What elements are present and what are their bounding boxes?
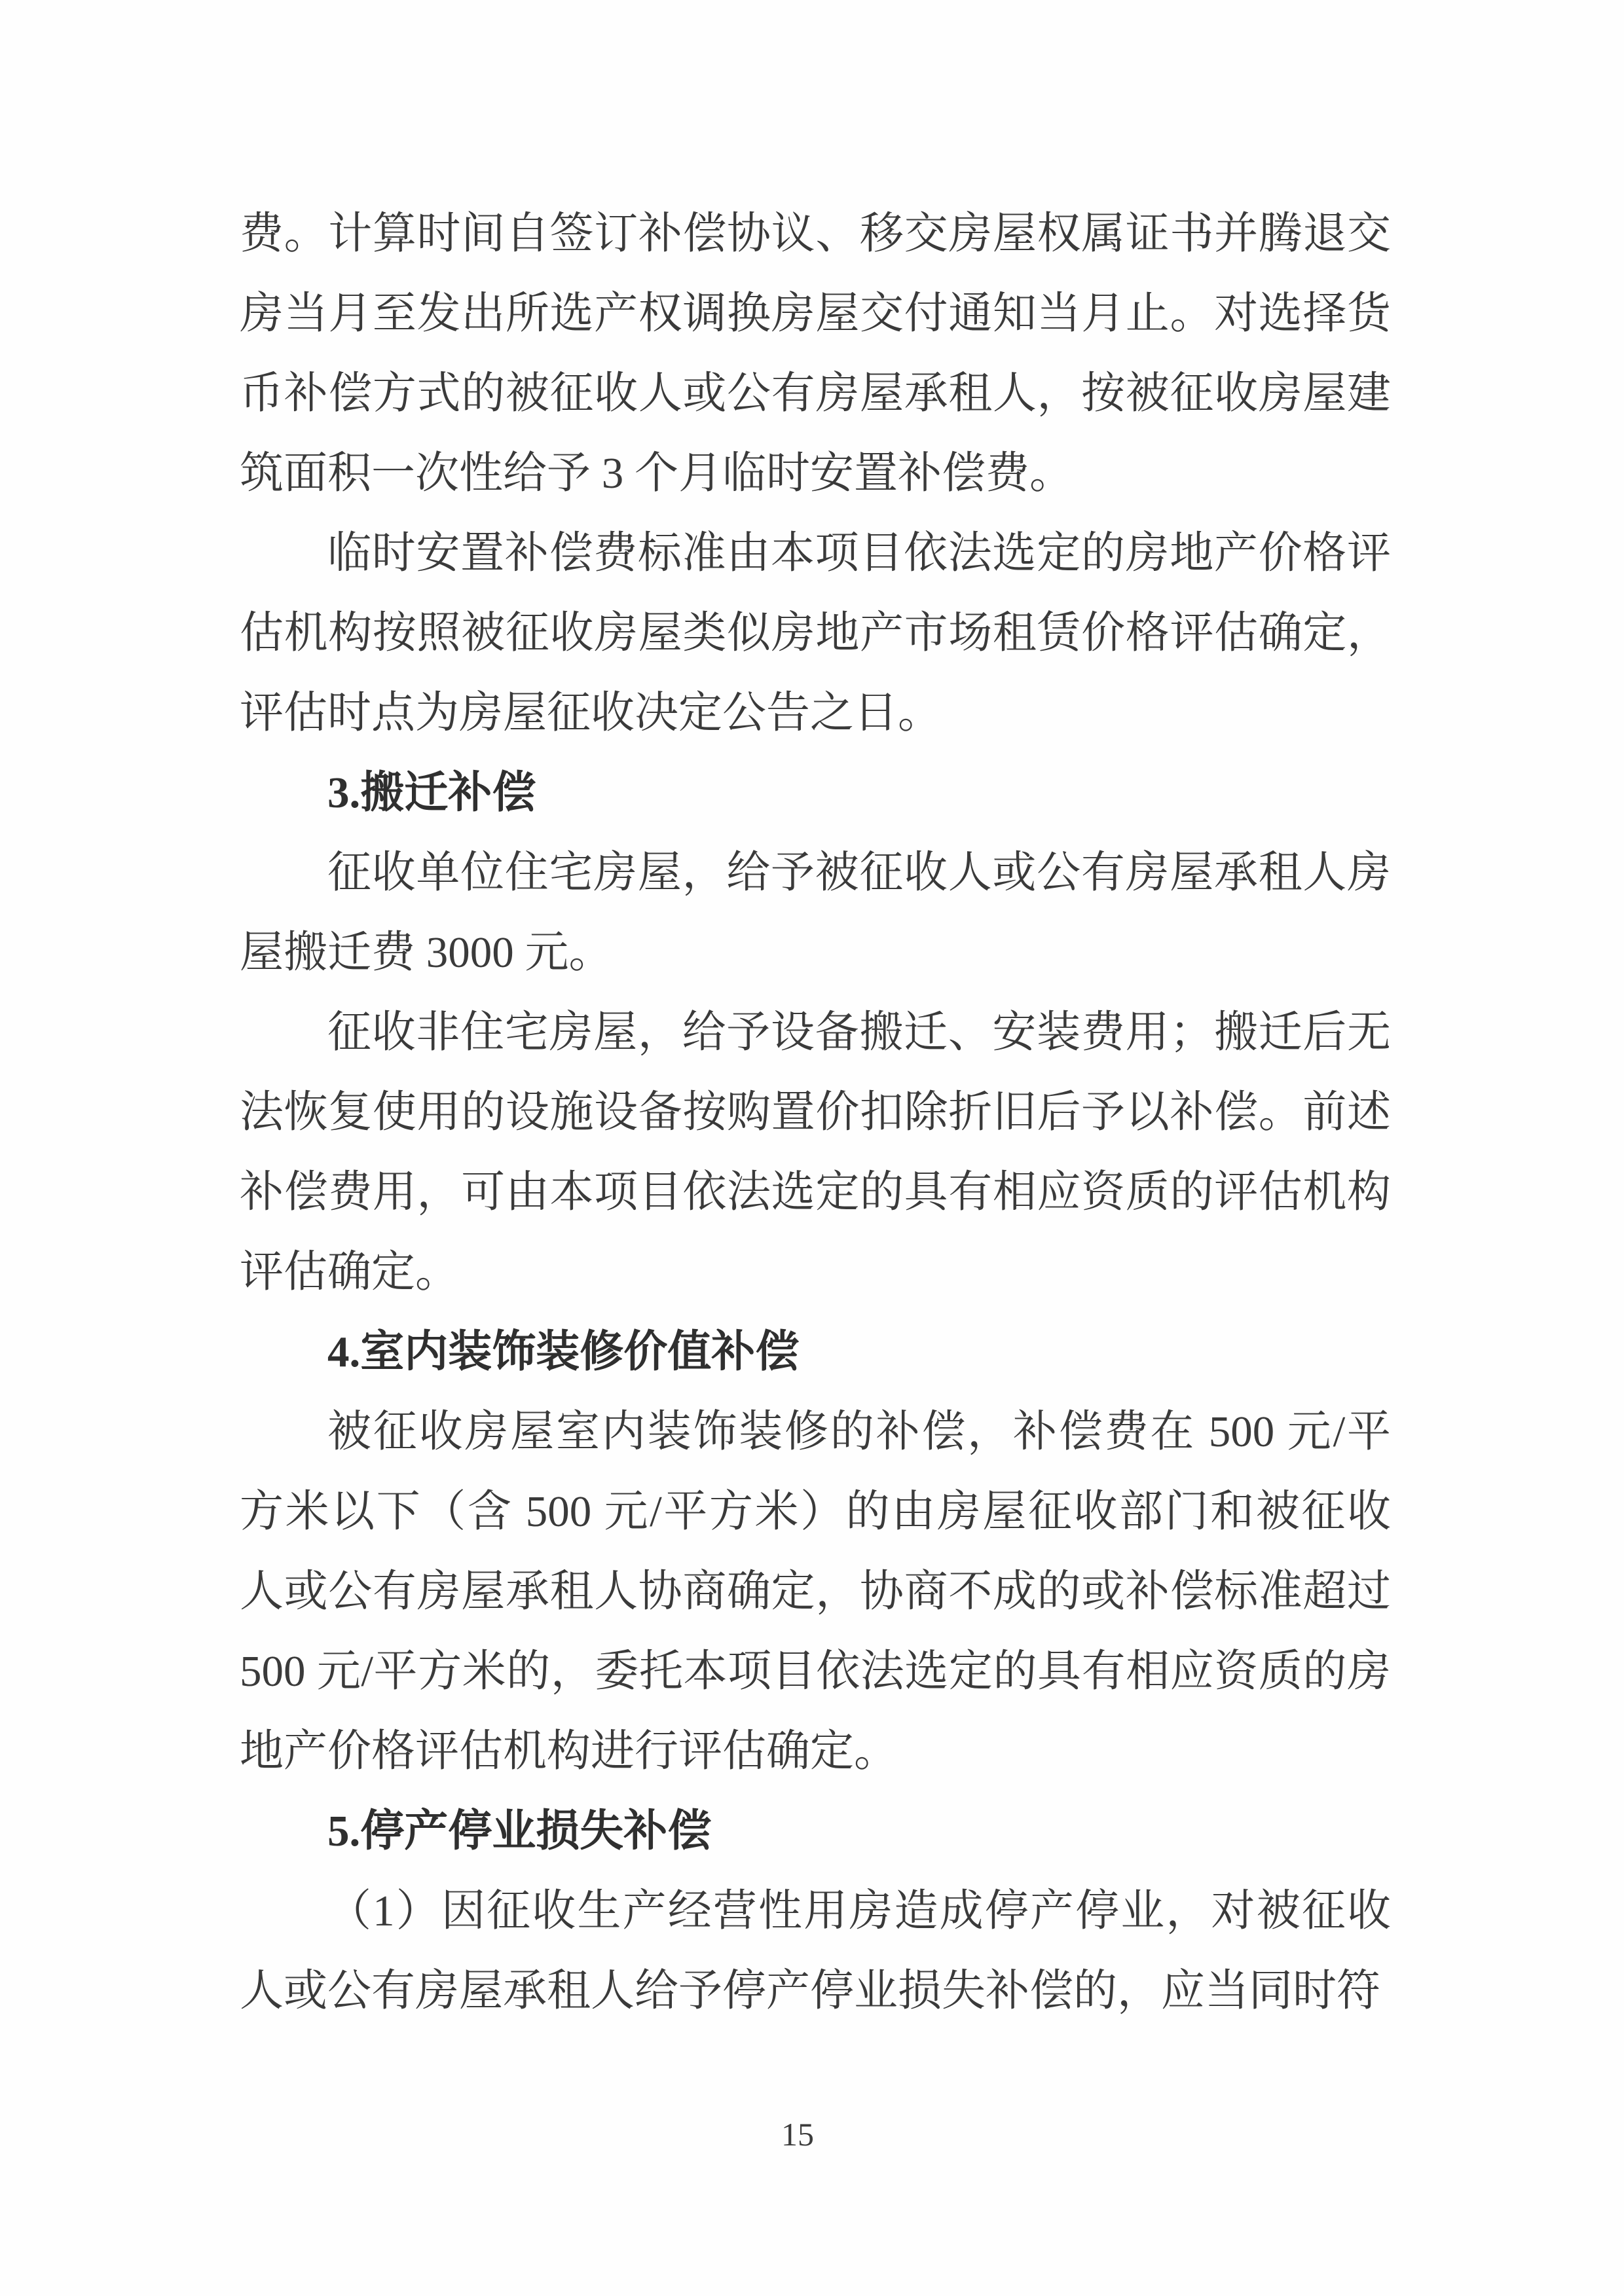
document-body — [240, 194, 1391, 2031]
paragraph-non-residential-relocation-fee: 征收非住宅房屋，给予设备搬迁、安装费用；搬迁后无法恢复使用的设施设备按购置价扣除折旧后予以补偿。前述补偿费用，可由本项目依法选定的具有相应资质的评估机构评估确定。 — [240, 1008, 1391, 1296]
paragraph-interior-decoration-compensation-detail: 被征收房屋室内装饰装修的补偿，补偿费在 500 元/平方米以下（含 500 元/平方米）的由房屋征收部门和被征收人或公有房屋承租人协商确定，协商不成的或补偿标准超过 500 元/平方米的，委托本项目依法选定的具有相应资质的房地产价格评估机构进行评估确定。 — [240, 1408, 1391, 1776]
page-number: 15 — [781, 2116, 814, 2153]
paragraph-temporary-resettlement-fee-continuation: 费。计算时间自签订补偿协议、移交房屋权属证书并腾退交房当月至发出所选产权调换房屋交付通知当月止。对选择货币补偿方式的被征收人或公有房屋承租人，按被征收房屋建筑面积一次性给予 3 个月临时安置补偿费。 — [240, 210, 1391, 498]
paragraph-temporary-resettlement-fee-standard: 临时安置补偿费标准由本项目依法选定的房地产价格评估机构按照被征收房屋类似房地产市场租赁价格评估确定，评估时点为房屋征收决定公告之日。 — [240, 529, 1391, 737]
paragraph-residential-relocation-fee: 征收单位住宅房屋，给予被征收人或公有房屋承租人房屋搬迁费 3000 元。 — [240, 848, 1391, 977]
section-heading-relocation-compensation: 3.搬迁补偿 — [327, 769, 536, 817]
section-heading-business-suspension-loss-compensation: 5.停产停业损失补偿 — [327, 1807, 712, 1855]
paragraph-business-suspension-loss-condition: （1）因征收生产经营性用房造成停产停业，对被征收人或公有房屋承租人给予停产停业损失补偿的，应当同时符 — [240, 1887, 1391, 2015]
section-heading-interior-decoration-compensation: 4.室内装饰装修价值补偿 — [327, 1328, 800, 1376]
